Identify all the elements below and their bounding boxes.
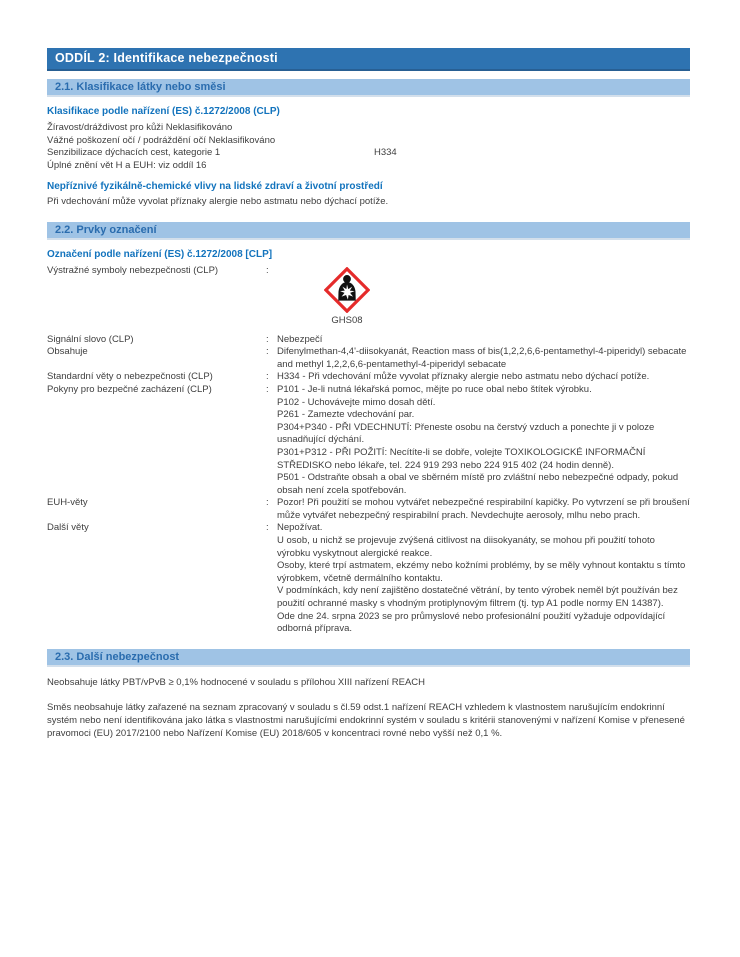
labelling-row-label: EUH-věty bbox=[47, 497, 88, 509]
hazard-code: H334 bbox=[374, 147, 397, 159]
colon-separator: : bbox=[266, 333, 269, 345]
ghs-pictogram-block bbox=[315, 265, 379, 334]
value-line: Difenylmethan-4,4'-diisokyanát, Reaction mass of bis(1,2,2,6,6-pentamethyl-4-piperidyl) sebacate and methyl 1,2,2,6,6-pentamethyl-4-piperidyl sebacate bbox=[277, 346, 687, 370]
value-line: P261 - Zamezte vdechování par. bbox=[277, 409, 415, 421]
labelling-row-label: Obsahuje bbox=[47, 346, 88, 358]
pictogram-code-label: GHS08 bbox=[331, 314, 363, 326]
section-2-header: ODDÍL 2: Identifikace nebezpečnosti bbox=[47, 48, 690, 71]
other-hazards-paragraphs bbox=[47, 677, 690, 740]
value-line: P501 - Odstraňte obsah a obal ve sběrném místě pro zvláštní nebo nebezpečné odpady, pokud obsah není zcela spotřebován. bbox=[277, 472, 679, 496]
colon-separator: : bbox=[266, 346, 269, 358]
labelling-row-label: Standardní věty o nebezpečnosti (CLP) bbox=[47, 371, 213, 383]
labelling-row bbox=[47, 384, 690, 497]
value-line: Pozor! Při použití se mohou vytvářet nebezpečné respirabilní kapičky. Po vytvrzení se při broušení může vytvářet nebezpečný respirabilní prach. Nevdechujte aerosoly, mlhu nebo prach. bbox=[277, 497, 690, 521]
classification-row bbox=[47, 135, 690, 148]
value-line: P301+P312 - PŘI POŽITÍ: Necítíte-li se dobře, volejte TOXIKOLOGICKÉ INFORMAČNÍ STŘEDISKO nebo lékaře, tel. 224 919 293 nebo 224 915 402 (24 hodin denně). bbox=[277, 446, 646, 471]
other-hazards-paragraph: Směs neobsahuje látky zařazené na seznam zpracovaný v souladu s čl.59 odst.1 nařízení REACH vzhledem k vlastnostem narušujícím endokrinní systém nebo není identifikována jako látka s vlastnostmi narušujícími endokrinní systém v souladu s kritérii stanovenými v nařízení Komise v přenesené pravomoci (EU) 2017/2100 nebo Nařízení Komise (EU) 2018/605 v koncentraci rovné nebo vyšší než 0,1 %. bbox=[47, 702, 685, 739]
classification-heading: Klasifikace podle nařízení (ES) č.1272/2008 (CLP) bbox=[47, 106, 280, 117]
value-line: Nebezpečí bbox=[277, 333, 323, 345]
section-2-2-header: 2.2. Prvky označení bbox=[47, 222, 690, 240]
value-line: Ode dne 24. srpna 2023 se pro průmyslové nebo profesionální použití vyžaduje odpovídající odborná příprava. bbox=[277, 610, 666, 635]
section-2-1-header: 2.1. Klasifikace látky nebo směsi bbox=[47, 79, 690, 97]
section-2-3-header: 2.3. Další nebezpečnost bbox=[47, 649, 690, 667]
value-line: Osoby, které trpí astmatem, ekzémy nebo kožními problémy, by se měly vyhnout kontaktu s tímto výrobkem, včetně dermálního kontaktu. bbox=[277, 560, 686, 584]
classification-text: Vážné poškození očí / podráždění očí Neklasifikováno bbox=[47, 134, 276, 146]
adverse-effects-text: Při vdechování může vyvolat příznaky alergie nebo astmatu nebo dýchací potíže. bbox=[47, 196, 389, 208]
value-line: H334 - Při vdechování může vyvolat příznaky alergie nebo astmatu nebo dýchací potíže. bbox=[277, 371, 650, 383]
labelling-heading: Označení podle nařízení (ES) č.1272/2008 [CLP] bbox=[47, 248, 273, 260]
labelling-row bbox=[47, 346, 690, 371]
labelling-row-value bbox=[277, 265, 690, 334]
value-line: U osob, u nichž se projevuje zvýšená citlivost na diisokyanáty, se mohou při použití tohoto výrobku vyskytnout alergické reakce. bbox=[277, 535, 655, 559]
classification-text: Žíravost/dráždivost pro kůži Neklasifikováno bbox=[47, 122, 233, 133]
labelling-row-label: Výstražné symboly nebezpečnosti (CLP) bbox=[47, 264, 219, 276]
value-line: Nepožívat. bbox=[277, 522, 323, 534]
value-line: P102 - Uchovávejte mimo dosah dětí. bbox=[277, 396, 436, 408]
classification-rows bbox=[47, 122, 690, 172]
colon-separator: : bbox=[266, 497, 269, 509]
classification-text: Senzibilizace dýchacích cest, kategorie 1 bbox=[47, 147, 221, 159]
ghs08-health-hazard-icon bbox=[324, 267, 370, 313]
labelling-row-value bbox=[277, 522, 690, 635]
labelling-row-value bbox=[277, 384, 690, 497]
classification-text: Úplné znění vět H a EUH: viz oddíl 16 bbox=[47, 159, 207, 171]
adverse-effects-heading: Nepříznivé fyzikálně-chemické vlivy na lidské zdraví a životní prostředí bbox=[47, 181, 383, 193]
labelling-row bbox=[47, 497, 690, 522]
classification-row bbox=[47, 160, 690, 173]
labelling-row-label: Další věty bbox=[47, 522, 89, 534]
colon-separator: : bbox=[266, 383, 269, 395]
classification-row bbox=[47, 122, 690, 135]
labelling-row bbox=[47, 522, 690, 635]
labelling-row bbox=[47, 265, 690, 334]
labelling-row bbox=[47, 334, 690, 347]
colon-separator: : bbox=[266, 522, 269, 534]
classification-row bbox=[47, 147, 690, 160]
labelling-row-label: Pokyny pro bezpečné zacházení (CLP) bbox=[47, 383, 212, 395]
labelling-row-value bbox=[277, 346, 690, 371]
other-hazards-paragraph: Neobsahuje látky PBT/vPvB ≥ 0,1% hodnocené v souladu s přílohou XIII nařízení REACH bbox=[47, 676, 426, 688]
colon-separator: : bbox=[266, 264, 269, 276]
value-line: P101 - Je-li nutná lékařská pomoc, mějte po ruce obal nebo štítek výrobku. bbox=[277, 383, 592, 395]
value-line: V podmínkách, kdy není zajištěno dostatečné větrání, by tento výrobek neměl být používán bez použití ochranné masky s vhodným protiplynovým filtrem (tj. typ A1 podle normy EN 14387). bbox=[277, 585, 678, 610]
labelling-row bbox=[47, 371, 690, 384]
labelling-row-value bbox=[277, 497, 690, 522]
labelling-row-value bbox=[277, 371, 690, 384]
labelling-row-label: Signální slovo (CLP) bbox=[47, 333, 134, 345]
colon-separator: : bbox=[266, 371, 269, 383]
labelling-rows bbox=[47, 265, 690, 636]
value-line: P304+P340 - PŘI VDECHNUTÍ: Přeneste osobu na čerstvý vzduch a ponechte ji v poloze usnadňující dýchání. bbox=[277, 421, 655, 446]
labelling-row-value bbox=[277, 334, 690, 347]
